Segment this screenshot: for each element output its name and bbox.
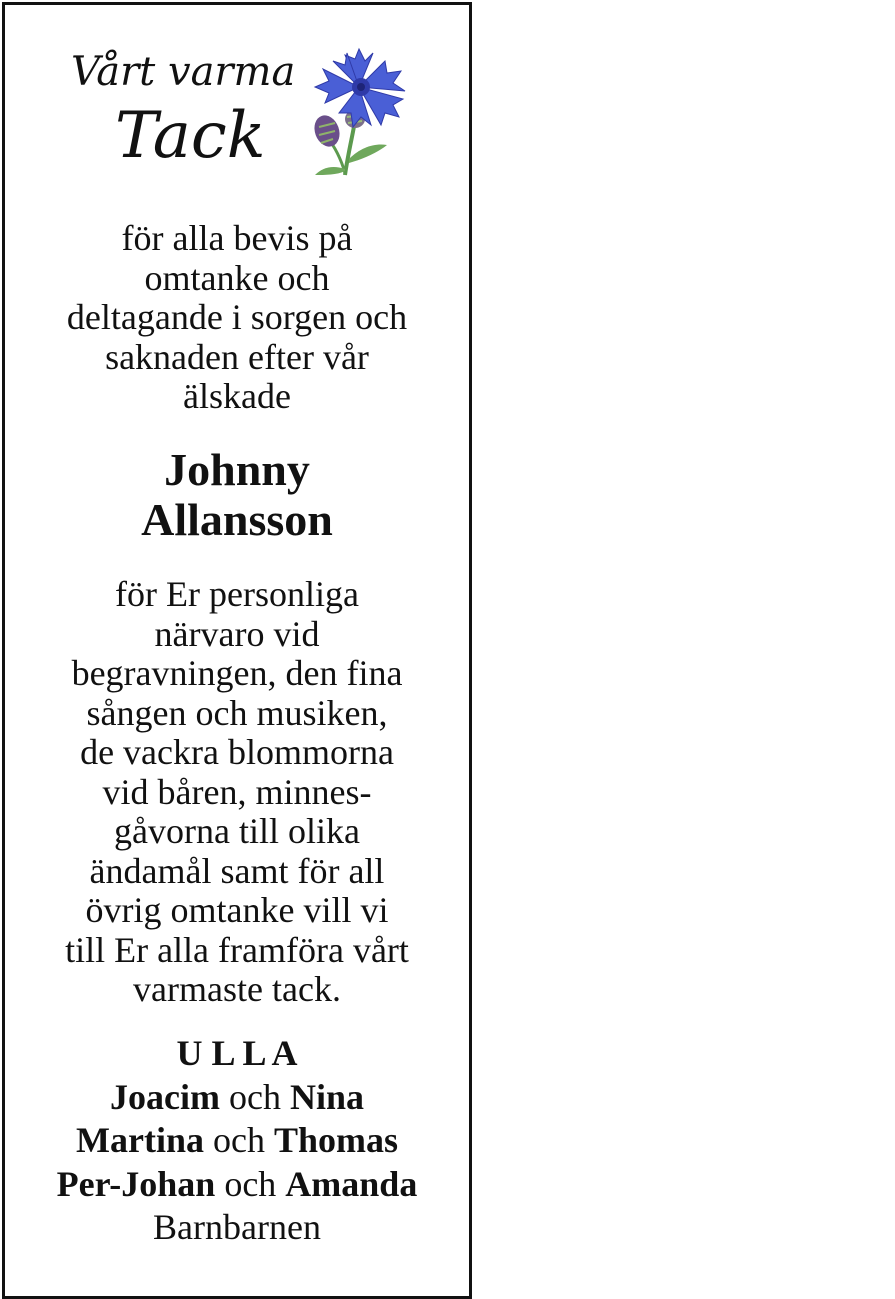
message-line: närvaro vid [154, 613, 320, 654]
message-line: vid båren, minnes- [102, 771, 372, 812]
heading-line-2: Tack [115, 99, 266, 173]
cornflower-icon [305, 47, 413, 179]
notice-header [5, 5, 469, 195]
signature-grandchildren: Barnbarnen [153, 1207, 321, 1247]
deceased-last-name: Allansson [141, 494, 333, 545]
signature-name: Nina [289, 1076, 364, 1117]
message-line: till Er alla framföra vårt [65, 929, 409, 970]
signature-couple [5, 1119, 469, 1163]
signature-name: Martina [76, 1120, 204, 1160]
signature-couple [5, 1163, 469, 1207]
signature-name: Joacim [110, 1076, 220, 1117]
signature-joiner: och [212, 1120, 265, 1160]
signature-name: Per-Johan [56, 1163, 216, 1204]
message-line: för Er personliga [115, 574, 359, 614]
leaf-left [315, 167, 345, 175]
heading-line-1: Vårt varma [71, 49, 296, 95]
intro-line: för alla bevis på [121, 218, 353, 258]
message-line: övrig omtanke vill vi [85, 890, 389, 930]
signature-joiner: och [228, 1076, 281, 1117]
message-line: ändamål samt för all [89, 850, 385, 891]
message-line: varmaste tack. [133, 969, 341, 1009]
signature-name: Amanda [285, 1163, 418, 1204]
intro-line: deltagande i sorgen och [66, 297, 408, 337]
intro-text [5, 219, 469, 417]
intro-line: saknaden efter vår [105, 336, 369, 377]
deceased-name [5, 445, 469, 545]
memorial-notice [2, 2, 472, 1299]
signature-widow: U L L A [176, 1033, 298, 1073]
message-line: gåvorna till olika [114, 811, 360, 851]
signature-name: Thomas [273, 1120, 398, 1160]
leaf-right [349, 145, 387, 163]
flower-bud [310, 112, 343, 150]
intro-line: omtanke och [144, 257, 330, 298]
signature-joiner: och [224, 1163, 277, 1204]
message-line: sången och musiken, [86, 692, 388, 733]
intro-line: älskade [183, 376, 291, 416]
message-line: begravningen, den fina [71, 653, 403, 693]
thanks-message [5, 575, 469, 1010]
signatures [5, 1032, 469, 1250]
signature-couple [5, 1076, 469, 1120]
message-line: de vackra blommorna [80, 732, 394, 772]
deceased-first-name: Johnny [164, 444, 310, 495]
